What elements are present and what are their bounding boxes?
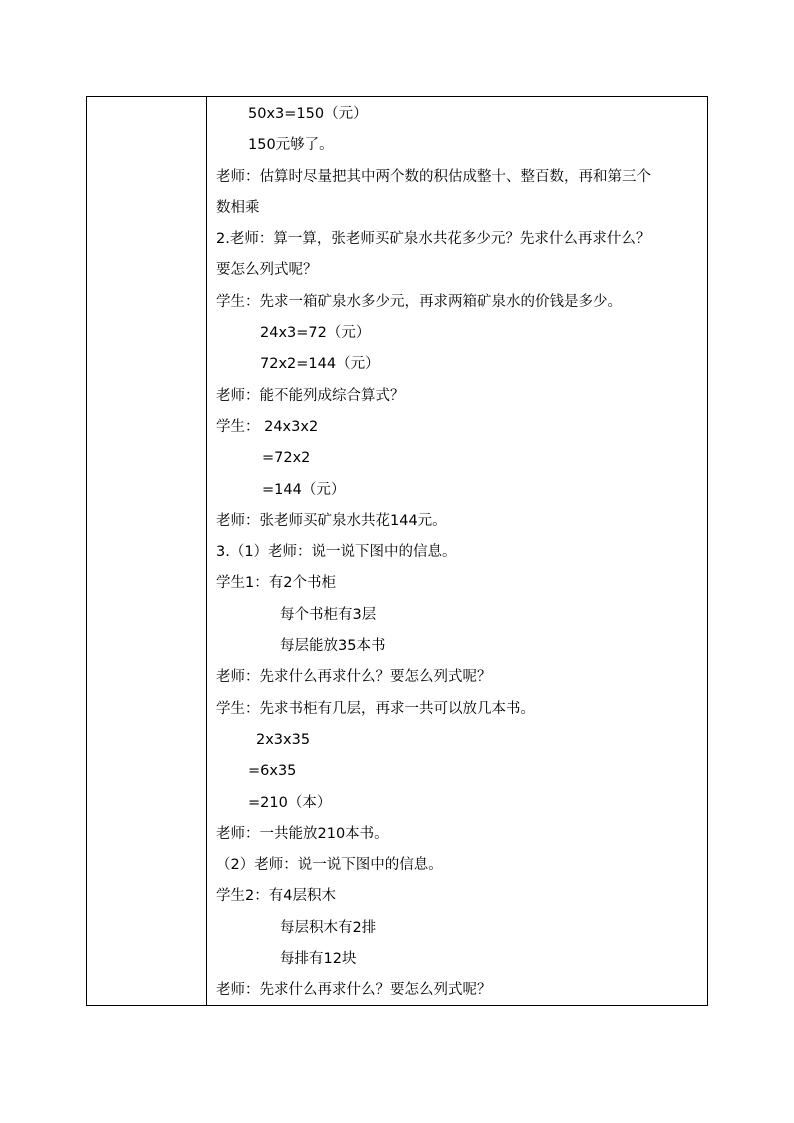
text-line: 每层能放35本书 <box>280 638 386 654</box>
text-line: 2x3x35 <box>256 732 311 748</box>
text-line: 老师：能不能列成综合算式？ <box>216 388 405 404</box>
text-line: 150元够了。 <box>248 137 334 153</box>
text-line: =72x2 <box>262 450 311 466</box>
text-line: 老师：张老师买矿泉水共花144元。 <box>216 513 447 529</box>
table-content-cell <box>208 97 707 1005</box>
text-line: 学生2：有4层积木 <box>216 888 336 904</box>
text-line: 学生：先求书柜有几层，再求一共可以放几本书。 <box>216 701 535 717</box>
text-line: 老师：一共能放210本书。 <box>216 826 389 842</box>
text-line: 3.（1）老师：说一说下图中的信息。 <box>216 544 457 560</box>
text-line: 数相乘 <box>216 200 260 216</box>
text-line: 72x2=144（元） <box>260 356 380 372</box>
text-line: =210（本） <box>248 795 332 811</box>
text-line: 2.老师：算一算，张老师买矿泉水共花多少元？先求什么再求什么？ <box>216 231 651 247</box>
table-left-cell <box>87 97 207 1005</box>
text-line: 每排有12块 <box>280 951 357 967</box>
text-line: （2）老师：说一说下图中的信息。 <box>216 857 443 873</box>
text-line: 要怎么列式呢？ <box>216 262 318 278</box>
lesson-table <box>86 96 708 1006</box>
text-line: 每个书柜有3层 <box>280 607 377 623</box>
text-line: 24x3=72（元） <box>260 325 371 341</box>
text-line: 老师：估算时尽量把其中两个数的积估成整十、整百数，再和第三个 <box>216 169 651 185</box>
text-line: 学生：先求一箱矿泉水多少元，再求两箱矿泉水的价钱是多少。 <box>216 294 622 310</box>
text-line: =144（元） <box>262 482 346 498</box>
text-line: 学生1：有2个书柜 <box>216 575 336 591</box>
text-line: =6x35 <box>248 763 297 779</box>
text-line: 学生： 24x3x2 <box>216 419 319 435</box>
text-line: 每层积木有2排 <box>280 920 377 936</box>
text-line: 老师：先求什么再求什么？要怎么列式呢？ <box>216 669 492 685</box>
text-line: 50x3=150（元） <box>248 106 368 122</box>
text-line: 老师：先求什么再求什么？要怎么列式呢？ <box>216 982 492 998</box>
